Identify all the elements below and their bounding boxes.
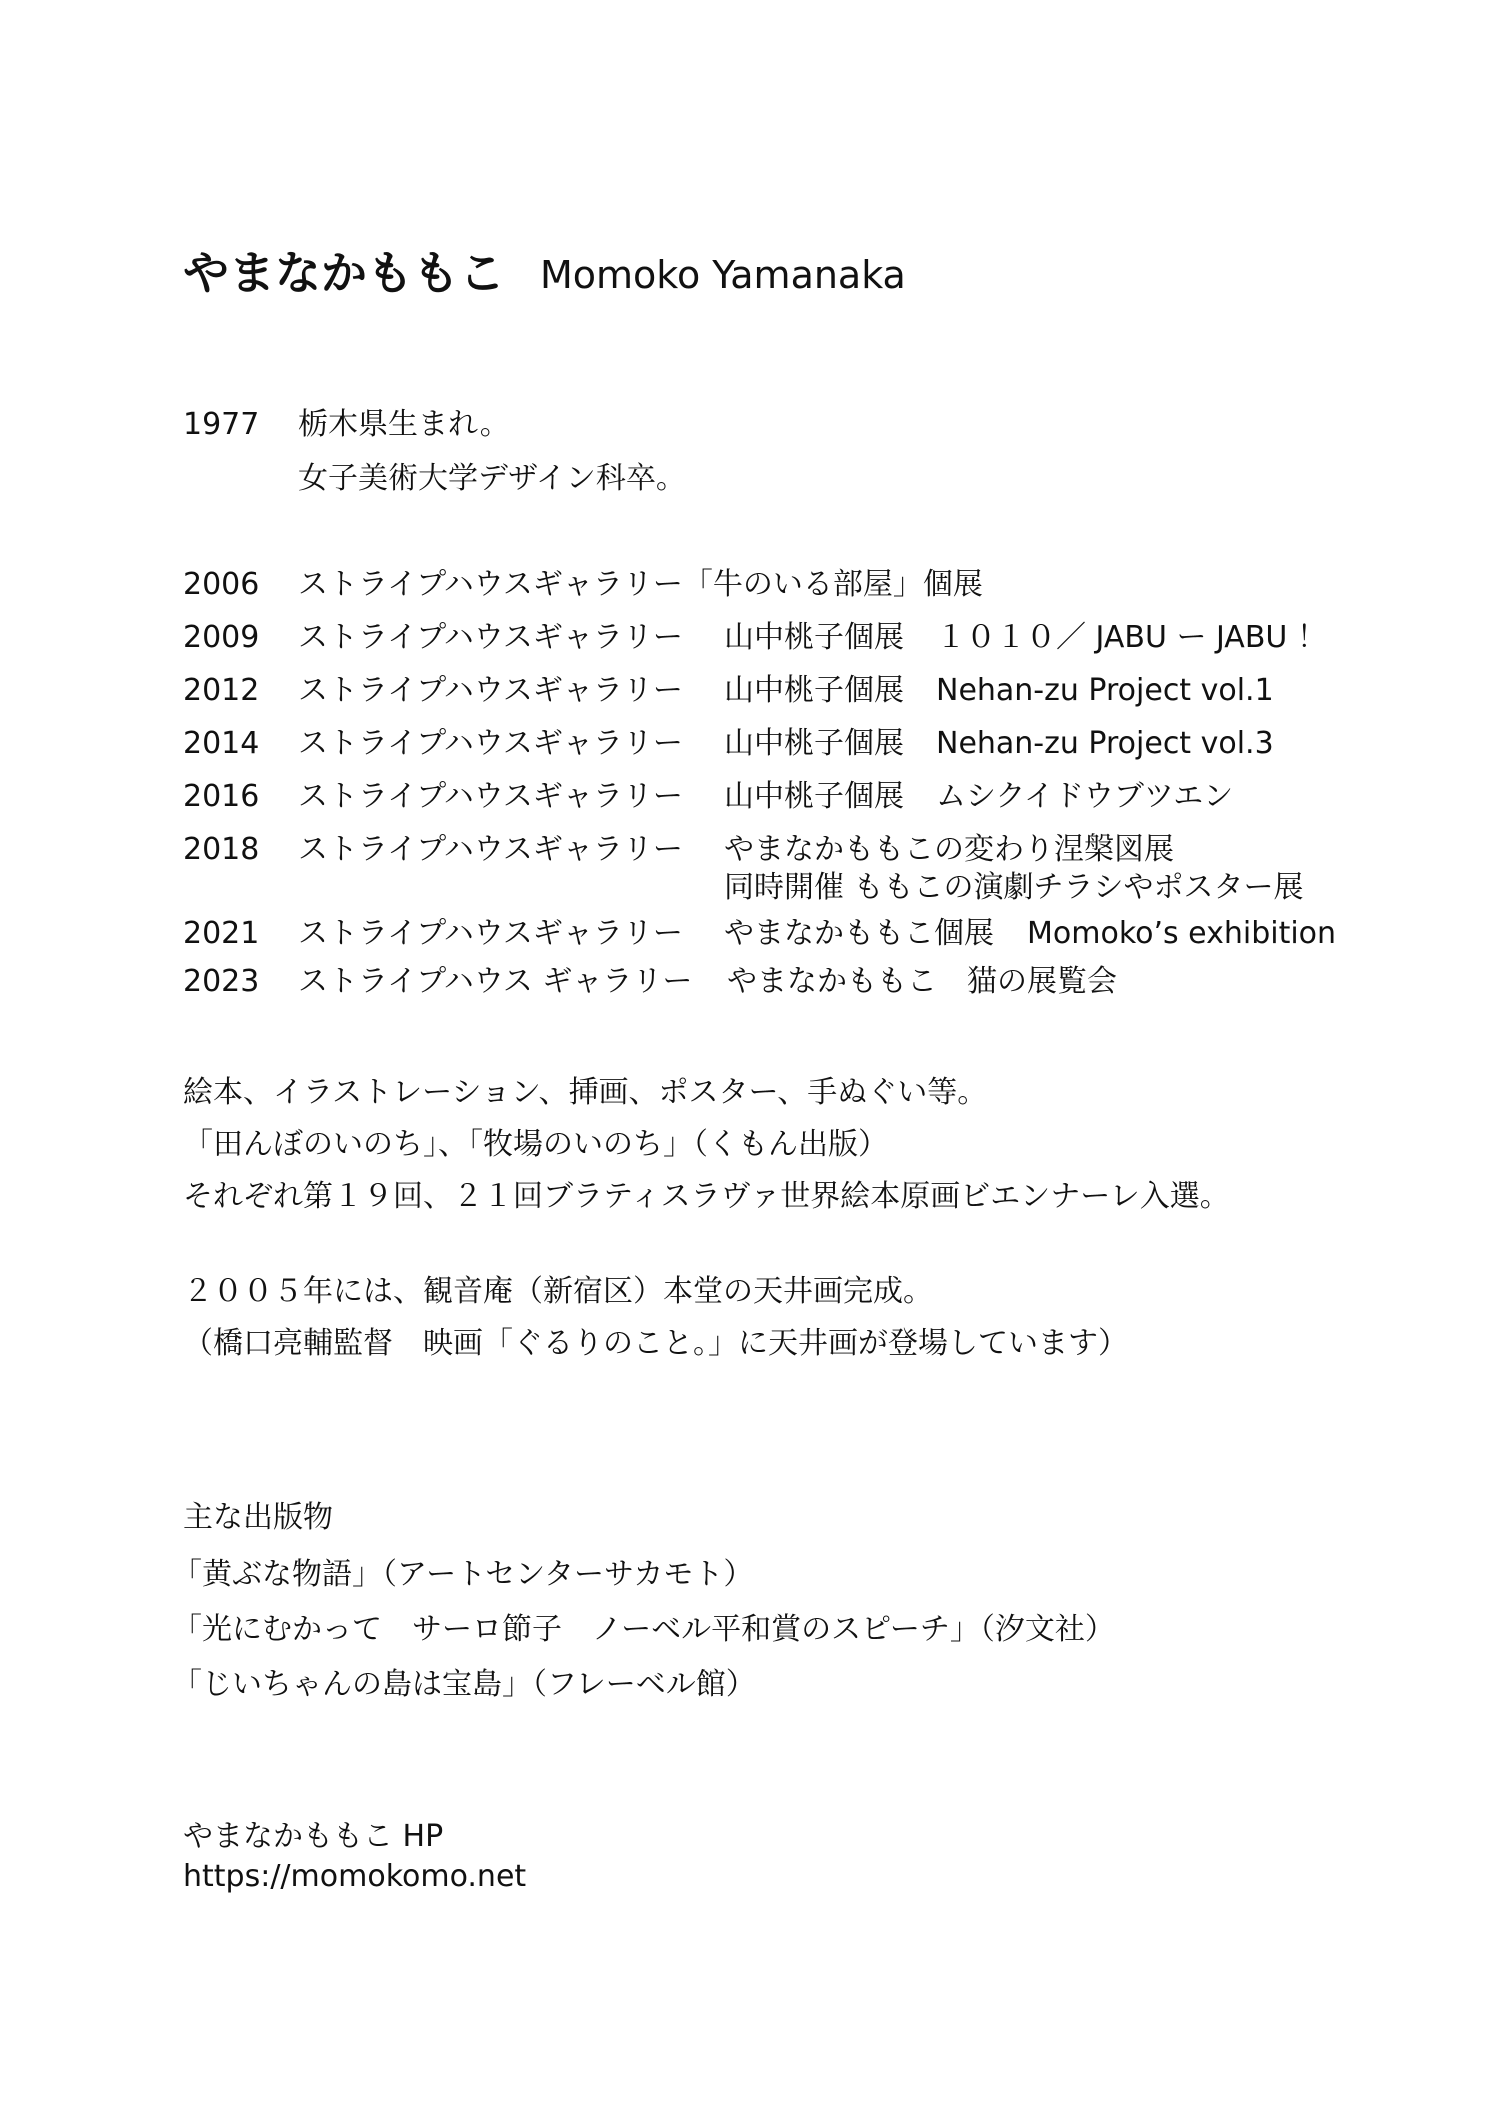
exhibition-subline: 同時開催 ももこの演劇チラシやポスター展 xyxy=(724,870,1304,905)
publications-heading: 主な出版物 xyxy=(183,1500,333,1535)
exhibition-type: 山中桃子個展 xyxy=(724,726,904,761)
exhibition-title: Nehan-zu Project vol.1 xyxy=(936,673,1274,708)
exhibition-year: 2012 xyxy=(183,673,260,708)
homepage-url[interactable]: https://momokomo.net xyxy=(183,1859,527,1894)
exhibition-type: やまなかももこ個展 xyxy=(724,916,994,951)
bio-line-2: 女子美術大学デザイン科卒。 xyxy=(298,461,686,496)
exhibition-venue: ストライプハウスギャラリー xyxy=(298,726,683,761)
name-japanese: やまなかももこ xyxy=(183,246,505,300)
exhibition-type: 山中桃子個展 xyxy=(724,779,904,814)
birth-year: 1977 xyxy=(183,407,260,442)
publication-item: 「光にむかって サーロ節子 ノーベル平和賞のスピーチ」（汐文社） xyxy=(172,1612,1115,1647)
exhibition-venue: ストライプハウス ギャラリー xyxy=(298,964,693,999)
exhibition-year: 2016 xyxy=(183,779,260,814)
exhibition-title: Nehan-zu Project vol.3 xyxy=(936,726,1274,761)
exhibition-year: 2018 xyxy=(183,832,260,867)
name-english: Momoko Yamanaka xyxy=(540,253,906,297)
homepage-label: やまなかももこ HP xyxy=(183,1819,444,1854)
exhibition-title: １０１０／ JABU ー JABU ！ xyxy=(936,620,1327,655)
exhibition-venue: ストライプハウスギャラリー「牛のいる部屋」個展 xyxy=(298,567,983,602)
exhibition-venue: ストライプハウスギャラリー xyxy=(298,673,683,708)
exhibition-title: ムシクイドウブツエン xyxy=(936,779,1234,814)
exhibition-type: やまなかももこ 猫の展覧会 xyxy=(727,964,1117,999)
exhibition-year: 2006 xyxy=(183,567,260,602)
exhibition-venue: ストライプハウスギャラリー xyxy=(298,779,683,814)
exhibition-type: 山中桃子個展 xyxy=(724,620,904,655)
exhibition-venue: ストライプハウスギャラリー xyxy=(298,916,683,951)
ceiling-line-2: （橋口亮輔監督 映画「ぐるりのこと。」に天井画が登場しています） xyxy=(183,1326,1128,1361)
exhibition-type: 山中桃子個展 xyxy=(724,673,904,708)
exhibition-venue: ストライプハウスギャラリー xyxy=(298,620,683,655)
works-line-1: 絵本、イラストレーション、挿画、ポスター、手ぬぐい等。 xyxy=(183,1075,988,1110)
works-line-3: それぞれ第１９回、２１回ブラティスラヴァ世界絵本原画ビエンナーレ入選。 xyxy=(183,1179,1230,1214)
works-line-2: 「田んぼのいのち」、「牧場のいのち」（くもん出版） xyxy=(183,1127,888,1162)
exhibition-year: 2021 xyxy=(183,916,260,951)
exhibition-type: やまなかももこの変わり涅槃図展 xyxy=(724,832,1174,867)
publication-item: 「黄ぶな物語」（アートセンターサカモト） xyxy=(172,1557,754,1592)
exhibition-venue: ストライプハウスギャラリー xyxy=(298,832,683,867)
exhibition-year: 2014 xyxy=(183,726,260,761)
publication-item: 「じいちゃんの島は宝島」（フレーベル館） xyxy=(172,1667,756,1702)
exhibition-year: 2023 xyxy=(183,964,260,999)
bio-line-1: 栃木県生まれ。 xyxy=(298,407,510,442)
exhibition-year: 2009 xyxy=(183,620,260,655)
ceiling-line-1: ２００５年には、観音庵（新宿区）本堂の天井画完成。 xyxy=(183,1274,933,1309)
exhibition-title: Momoko’s exhibition xyxy=(1027,916,1337,951)
